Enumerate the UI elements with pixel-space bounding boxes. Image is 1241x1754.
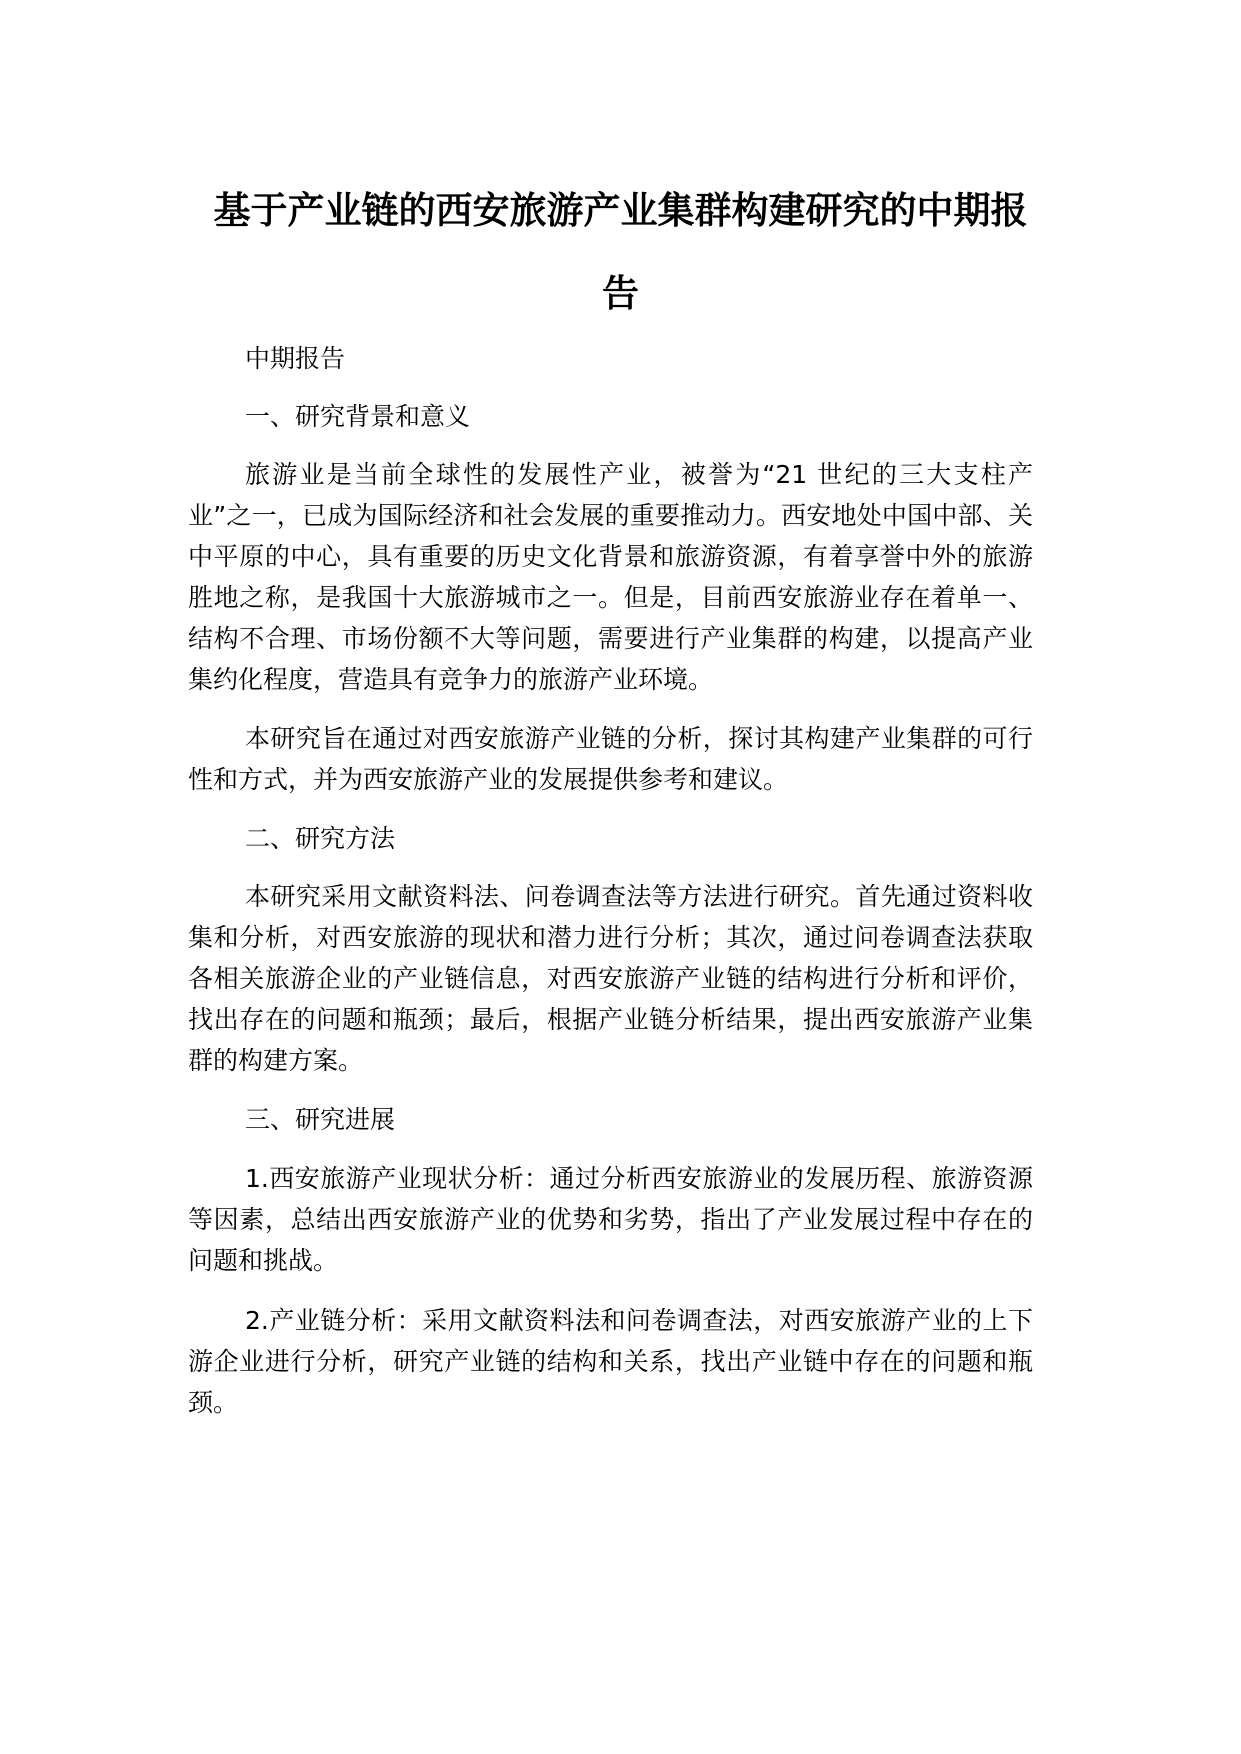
section-2-heading: 二、研究方法 bbox=[245, 824, 396, 853]
section-1-heading: 一、研究背景和意义 bbox=[245, 402, 471, 431]
section-1-paragraph-1: 旅游业是当前全球性的发展性产业，被誉为“21 世纪的三大支柱产业”之一，已成为国际经济和社会发展的重要推动力。西安地处中国中部、关中平原的中心，具有重要的历史文化背景和旅游资源，有着享誉中外的旅游胜地之称，是我国十大旅游城市之一。但是，目前西安旅游业存在着单一、结构不合理、市场份额不大等问题，需要进行产业集群的构建，以提高产业集约化程度，营造具有竞争力的旅游产业环境。 bbox=[188, 460, 1033, 694]
section-3-heading: 三、研究进展 bbox=[245, 1105, 396, 1134]
section-1-paragraph-2: 本研究旨在通过对西安旅游产业链的分析，探讨其构建产业集群的可行性和方式，并为西安旅游产业的发展提供参考和建议。 bbox=[188, 724, 1033, 794]
section-2-paragraph-1: 本研究采用文献资料法、问卷调查法等方法进行研究。首先通过资料收集和分析，对西安旅游的现状和潜力进行分析；其次，通过问卷调查法获取各相关旅游企业的产业链信息，对西安旅游产业链的结构进行分析和评价，找出存在的问题和瓶颈；最后，根据产业链分析结果，提出西安旅游产业集群的构建方案。 bbox=[188, 882, 1033, 1075]
section-3-item-1: 1.西安旅游产业现状分析：通过分析西安旅游业的发展历程、旅游资源等因素，总结出西安旅游产业的优势和劣势，指出了产业发展过程中存在的问题和挑战。 bbox=[188, 1164, 1033, 1275]
section-3-item-2: 2.产业链分析：采用文献资料法和问卷调查法，对西安旅游产业的上下游企业进行分析，研究产业链的结构和关系，找出产业链中存在的问题和瓶颈。 bbox=[188, 1306, 1033, 1417]
document-title-line-2: 告 bbox=[602, 272, 639, 315]
report-subtitle: 中期报告 bbox=[245, 344, 346, 373]
document-title-line-1: 基于产业链的西安旅游产业集群构建研究的中期报 bbox=[213, 189, 1028, 232]
